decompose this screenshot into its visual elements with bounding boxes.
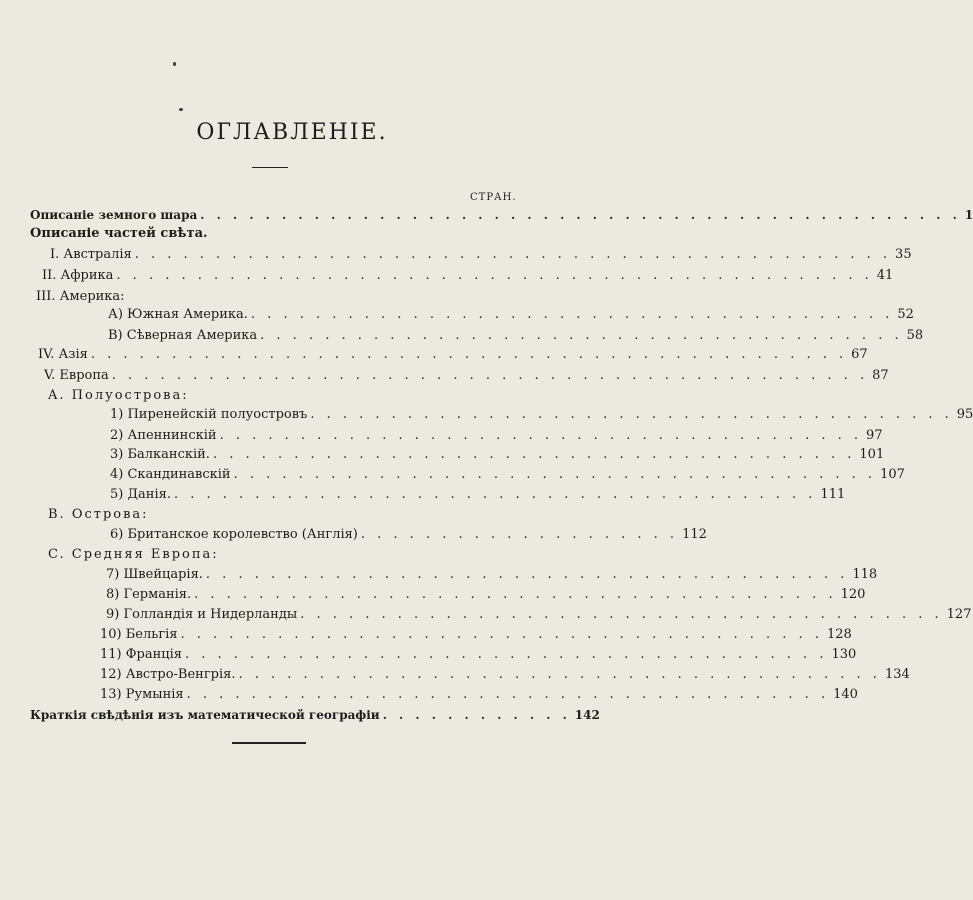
toc-section-heading: Описаніе частей свѣта. xyxy=(30,226,208,241)
dot-leader: . . . . . . . . . . . . . . . . . . . . . . . . . . . . . . . . . . . . . . . . xyxy=(219,428,863,443)
toc-entry-text: А) Южная Америка. xyxy=(108,307,248,322)
toc-entry xyxy=(42,266,894,286)
toc-entry xyxy=(110,465,905,485)
toc-entry-text: 3) Балканскій. xyxy=(110,447,210,462)
toc-entry xyxy=(30,205,973,225)
toc-entry xyxy=(106,605,972,625)
toc-entry-text: V. Европа xyxy=(44,368,109,383)
toc-entry-page: 127 xyxy=(946,607,972,622)
toc-entry-page: 140 xyxy=(833,687,858,702)
toc-entry-page: 41 xyxy=(876,268,894,283)
toc-entry-page: 142 xyxy=(574,708,600,722)
toc-entry-page: 111 xyxy=(820,487,846,502)
toc-entry-text: 1) Пиренейскій полуостровъ xyxy=(110,407,308,422)
toc-entry-page: 35 xyxy=(895,247,912,262)
page-column-label: СТРАН. xyxy=(470,192,517,203)
toc-entry-page: 118 xyxy=(852,567,878,582)
toc-entry xyxy=(108,305,914,325)
dot-leader: . . . . . . . . . . . . . . . . . . . . . . . . . . . . . . . . . . . . . . . . xyxy=(233,467,877,482)
toc-entry xyxy=(110,445,885,465)
dot-leader: . . . . . . . . . . . . . . . . . . . . . . . . . . . . . . . . . . . . . . . . xyxy=(186,687,830,702)
toc-entry-text: 8) Германія. xyxy=(106,587,192,602)
dot-leader: . . . . . . . . . . . . . . . . . . . . . . . . . . . . . . . . . . . . . . . . xyxy=(260,328,903,343)
dot-leader: . . . . . . . . . . . . . . . . . . . . . . . . . . . . . . . . . . . . . . . . xyxy=(310,407,953,422)
dot-leader: . . . . . . . . . . . . . . . . . . . . . . . . . . . . . . . . . . . . . . . . . . . . . . . xyxy=(200,208,961,222)
toc-entry xyxy=(100,625,852,645)
toc-entry-text: II. Африка xyxy=(42,268,114,283)
toc-entry xyxy=(38,345,868,365)
toc-entry-text: 5) Данія. xyxy=(110,487,171,502)
dot-leader: . . . . . . . . . . . . . . . . . . . . . . . . . . . . . . . . . . . . . . . . xyxy=(300,607,943,622)
toc-entry-text: 13) Румынія xyxy=(100,687,184,702)
toc-entry-text: 4) Скандинавскій xyxy=(110,467,231,482)
toc-entry-page: 128 xyxy=(826,627,852,642)
toc-entry-text: 12) Австро-Венгрія. xyxy=(100,667,236,682)
toc-entry xyxy=(110,485,846,505)
dot-leader: . . . . . . . . . . . . . . . . . . . . xyxy=(360,527,679,542)
toc-entry xyxy=(50,245,912,265)
toc-entry-page: 1 xyxy=(964,208,973,222)
ink-speck xyxy=(179,108,183,111)
dot-leader: . . . . . . . . . . . . . . . . . . . . . . . . . . . . . . . . . . . . . . . . xyxy=(238,667,881,682)
toc-entry xyxy=(110,525,707,545)
dot-leader: . . . . . . . . . . . . . . . . . . . . . . . . . . . . . . . . . . . . . . . . xyxy=(180,627,823,642)
toc-entry xyxy=(110,405,973,425)
toc-entry-text: 6) Британское королевство (Англія) xyxy=(110,527,358,542)
toc-entry-page: 120 xyxy=(840,587,866,602)
toc-entry-page: 130 xyxy=(831,647,857,662)
toc-entry xyxy=(106,585,866,605)
toc-entry-text: Описаніе земного шара xyxy=(30,208,198,222)
title-rule xyxy=(252,167,288,168)
toc-entry-text: 7) Швейцарія. xyxy=(106,567,203,582)
toc-entry xyxy=(100,685,858,705)
toc-entry-page: 58 xyxy=(906,328,924,343)
dot-leader: . . . . . . . . . . . . . . . . . . . . . . . . . . . . . . . . . . . . . . . . . . . . . . . xyxy=(111,368,869,383)
dot-leader: . . . . . . . . . . . . . . . . . . . . . . . . . . . . . . . . . . . . . . . . xyxy=(185,647,828,662)
toc-entry-text: IV. Азія xyxy=(38,347,88,362)
toc-section-heading: A. Полуострова: xyxy=(48,388,189,403)
toc-entry-page: 107 xyxy=(880,467,905,482)
toc-entry-text: 10) Бельгія xyxy=(100,627,178,642)
toc-entry-page: 52 xyxy=(897,307,914,322)
toc-entry xyxy=(110,426,883,446)
toc-entry-page: 95 xyxy=(956,407,973,422)
toc-entry-text: I. Австралія xyxy=(50,247,132,262)
toc-section-heading: III. Америка: xyxy=(36,289,125,304)
toc-entry-page: 87 xyxy=(872,368,889,383)
ink-speck xyxy=(173,62,176,66)
toc-entry-page: 112 xyxy=(682,527,707,542)
toc-entry-text: В) Сѣверная Америка xyxy=(108,328,258,343)
toc-entry-page: 101 xyxy=(859,447,885,462)
dot-leader: . . . . . . . . . . . . . . . . . . . . . . . . . . . . . . . . . . . . . . . . . . . . . . . xyxy=(116,268,873,283)
toc-entry xyxy=(108,326,924,346)
toc-entry xyxy=(106,565,878,585)
toc-entry xyxy=(100,665,910,685)
toc-entry xyxy=(44,366,889,386)
toc-entry-text: 9) Голландія и Нидерланды xyxy=(106,607,298,622)
toc-entry-text: Краткія свѣдѣнія изъ математической географіи xyxy=(30,708,380,722)
page-title: ОГЛАВЛЕНІЕ. xyxy=(196,120,388,145)
dot-leader: . . . . . . . . . . . . xyxy=(382,708,571,722)
toc-section-heading: C. Средняя Европа: xyxy=(48,547,219,562)
toc-section-heading: B. Острова: xyxy=(48,507,149,522)
dot-leader: . . . . . . . . . . . . . . . . . . . . . . . . . . . . . . . . . . . . . . . . xyxy=(250,307,894,322)
toc-entry-text: 11) Франція xyxy=(100,647,182,662)
toc-entry xyxy=(100,645,857,665)
dot-leader: . . . . . . . . . . . . . . . . . . . . . . . . . . . . . . . . . . . . . . . . . . . . . . . xyxy=(134,247,892,262)
closing-rule xyxy=(232,742,306,744)
dot-leader: . . . . . . . . . . . . . . . . . . . . . . . . . . . . . . . . . . . . . . . . xyxy=(173,487,817,502)
toc-entry-page: 134 xyxy=(884,667,910,682)
dot-leader: . . . . . . . . . . . . . . . . . . . . . . . . . . . . . . . . . . . . . . . . . . . . . . . xyxy=(90,347,848,362)
toc-entry xyxy=(30,705,600,725)
dot-leader: . . . . . . . . . . . . . . . . . . . . . . . . . . . . . . . . . . . . . . . . xyxy=(205,567,849,582)
dot-leader: . . . . . . . . . . . . . . . . . . . . . . . . . . . . . . . . . . . . . . . . xyxy=(212,447,856,462)
toc-entry-text: 2) Апеннинскій xyxy=(110,428,217,443)
dot-leader: . . . . . . . . . . . . . . . . . . . . . . . . . . . . . . . . . . . . . . . . xyxy=(194,587,837,602)
toc-entry-page: 97 xyxy=(866,428,883,443)
toc-entry-page: 67 xyxy=(851,347,868,362)
